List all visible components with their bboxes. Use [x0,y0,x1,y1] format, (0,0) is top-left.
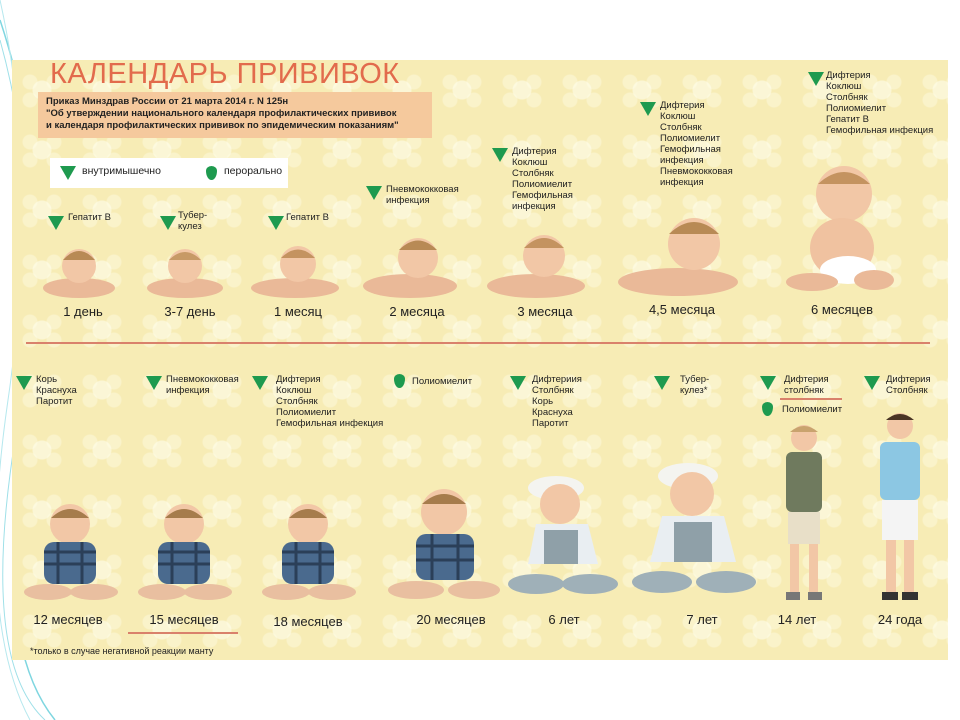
vaccine-list [412,376,472,387]
triangle-icon [366,186,382,200]
order-line-1: Приказ Минздрав России от 21 марта 2014 г. N 125н [46,96,289,107]
vaccine-label: Столбняк [276,396,318,407]
age-label: 1 месяц [274,304,322,319]
vaccine-list [512,146,573,212]
vaccine-label: Гемофильная [512,190,573,201]
legend [50,158,288,188]
child-image [386,484,502,604]
vaccine-label: Пневмококковая [166,374,239,385]
child-image [508,468,618,604]
row-divider [26,342,930,344]
vaccine-label: Пневмококковая [660,166,733,177]
vaccine-label: Полиомиелит [276,407,337,418]
triangle-icon [654,376,670,390]
age-label: 6 месяцев [811,302,873,317]
child-image [18,500,122,604]
vaccine-label: Тубер- [178,210,208,221]
vaccine-label: Краснуха [532,407,573,418]
age-label: 20 месяцев [416,612,486,627]
vaccine-list [276,374,383,429]
order-line-2: "Об утверждении национального календаря профилактических прививок [46,108,397,119]
vaccination-poster [12,60,948,660]
baby-image [362,226,458,300]
oral-vaccine-list [782,404,842,415]
vaccine-label: Коклюш [276,385,312,396]
drop-icon [762,402,773,416]
vaccine-label: Краснуха [36,385,77,396]
vaccine-label: инфекция [386,195,430,206]
age-label: 24 года [877,612,923,627]
vaccine-label: Коклюш [826,81,862,92]
baby-image [782,164,894,298]
vaccine-label: Столбняк [826,92,868,103]
vaccine-label: Гепатит В [68,212,111,223]
legend-oral: перорально [224,165,283,177]
age-label: 6 лет [548,612,580,627]
vaccine-list [178,210,207,232]
baby-image [146,240,224,300]
vaccine-list [36,374,77,407]
triangle-icon [492,148,508,162]
age-label: 3 месяца [517,304,573,319]
legend-intramuscular: внутримышечно [82,165,161,177]
vaccine-list [680,374,709,396]
triangle-icon [760,376,776,390]
vaccine-label: Гепатит В [826,114,869,125]
vaccine-underline [780,398,842,400]
vaccine-label: Дифтерия [886,374,931,385]
child-image [256,500,360,604]
triangle-icon [60,166,76,180]
age-label: 3-7 день [164,304,216,319]
age-label: 1 день [63,304,103,319]
vaccine-label: Пневмококковая [386,184,459,195]
triangle-icon [510,376,526,390]
triangle-icon [16,376,32,390]
triangle-icon [252,376,268,390]
teen-image [768,422,838,606]
age-label: 2 месяца [389,304,445,319]
drop-icon [394,374,405,388]
child-image [132,500,236,604]
age-label: 4,5 месяца [648,302,716,317]
vaccine-label: инфекция [512,201,556,212]
triangle-icon [146,376,162,390]
vaccine-label: Дифтерия [660,100,705,111]
vaccine-label: Дифтерия [276,374,321,385]
vaccine-label: инфекция [660,177,704,188]
age-label: 18 месяцев [273,614,343,629]
vaccine-label: Корь [532,396,554,407]
triangle-icon [48,216,64,230]
vaccine-label: Паротит [532,418,569,429]
adult-image [862,410,938,606]
age-underline [128,632,238,634]
age-label: 15 месяцев [149,612,219,627]
triangle-icon [808,72,824,86]
vaccine-list [660,100,733,188]
vaccine-label: кулез* [680,385,708,396]
vaccine-label: кулез [178,221,202,232]
child-image [632,456,756,604]
order-box [38,92,432,138]
vaccine-label: Дифтерия [826,70,871,81]
vaccine-label: столбняк [784,385,824,396]
vaccine-label: инфекция [166,385,210,396]
vaccine-label: Тубер- [680,374,710,385]
vaccine-label: Корь [36,374,58,385]
triangle-icon [268,216,284,230]
vaccine-label: Паротит [36,396,73,407]
vaccine-list [68,212,111,223]
vaccine-label: Полиомиелит [826,103,887,114]
vaccine-label: Коклюш [660,111,696,122]
vaccine-label: Полиомиелит [412,376,473,387]
vaccine-list [166,374,239,396]
vaccine-label: Столбняк [660,122,702,133]
vaccine-label: Дифтериия [532,374,582,385]
baby-image [486,224,586,300]
baby-image [250,236,340,300]
vaccine-label: Гепатит В [286,212,329,223]
vaccine-label: Полиомиелит [782,404,843,415]
triangle-icon [864,376,880,390]
vaccine-list [886,374,931,396]
vaccine-label: Полиомиелит [512,179,573,190]
vaccine-label: Столбняк [512,168,554,179]
poster-title: КАЛЕНДАРЬ ПРИВИВОК [50,60,400,90]
age-label: 12 месяцев [33,612,103,627]
vaccine-list [286,212,329,223]
vaccine-list [532,374,582,429]
triangle-icon [160,216,176,230]
vaccine-label: Полиомиелит [660,133,721,144]
vaccine-label: Дифтерия [512,146,557,157]
vaccine-list [784,374,829,396]
vaccine-label: Гемофильная инфекция [826,125,934,136]
vaccine-label: Столбняк [532,385,574,396]
baby-image [42,240,116,300]
vaccine-list [826,70,933,136]
vaccine-label: инфекция [660,155,704,166]
order-line-3: и календаря профилактических прививок по эпидемическим показаниям" [46,120,399,131]
footnote: *только в случае негативной реакции манту [30,646,214,656]
triangle-icon [640,102,656,116]
vaccine-label: Дифтерия [784,374,829,385]
drop-icon [206,166,217,180]
age-label: 14 лет [777,612,817,627]
vaccine-list [386,184,459,206]
vaccine-label: Коклюш [512,157,548,168]
vaccine-label: Гемофильная [660,144,721,155]
age-label: 7 лет [686,612,718,627]
vaccine-label: Гемофильная инфекция [276,418,384,429]
baby-image [616,208,740,298]
vaccine-label: Столбняк [886,385,928,396]
